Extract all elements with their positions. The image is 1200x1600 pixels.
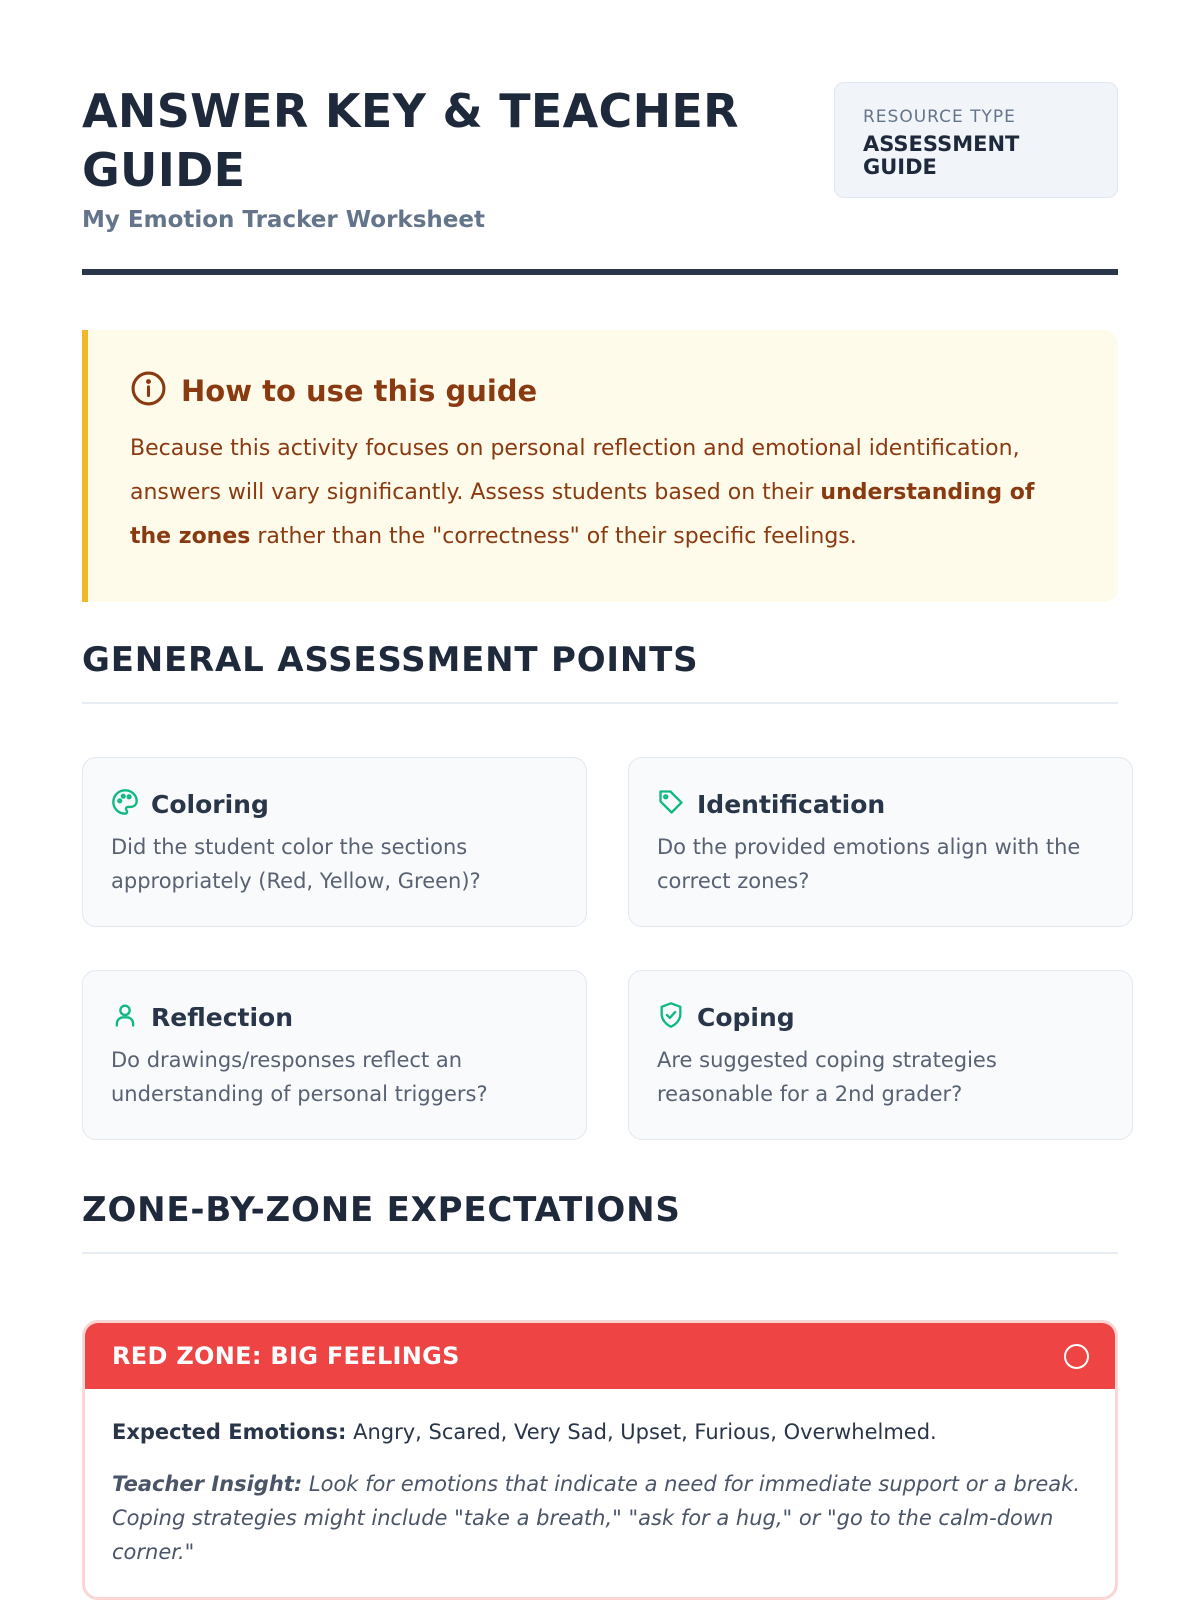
card-title: Coloring bbox=[151, 789, 269, 819]
card-title: Reflection bbox=[151, 1002, 294, 1032]
red-zone-header[interactable] bbox=[85, 1323, 1115, 1389]
page-subtitle: My Emotion Tracker Worksheet bbox=[82, 207, 485, 233]
shield-check-icon bbox=[657, 1001, 685, 1033]
usage-notice bbox=[82, 330, 1118, 602]
expected-emotions: Expected Emotions: Angry, Scared, Very Sad, Upset, Furious, Overwhelmed. bbox=[112, 1420, 937, 1444]
card-identification bbox=[628, 757, 1133, 927]
page-header bbox=[82, 0, 1118, 278]
card-coping bbox=[628, 970, 1133, 1140]
palette-icon bbox=[111, 788, 139, 820]
card-coloring bbox=[82, 757, 587, 927]
info-circle-icon bbox=[130, 370, 167, 411]
page-title: ANSWER KEY & TEACHER GUIDE bbox=[82, 84, 739, 197]
resource-type-box bbox=[834, 82, 1118, 198]
resource-type-label: RESOURCE TYPE bbox=[863, 107, 1016, 127]
header-divider bbox=[82, 269, 1118, 275]
card-text: Did the student color the sections appropriately (Red, Yellow, Green)? bbox=[111, 835, 481, 893]
red-zone-panel bbox=[82, 1320, 1118, 1600]
circle-icon bbox=[1064, 1344, 1089, 1369]
resource-type-value: ASSESSMENT GUIDE bbox=[863, 132, 1020, 179]
notice-text: Because this activity focuses on personal reflection and emotional identification, answers will vary significantly. Assess students based on their understanding of the zones rather than the "correctness" of their specific feelings. bbox=[130, 436, 1035, 549]
notice-emphasis: understanding of the zones bbox=[130, 480, 1035, 549]
tag-icon bbox=[657, 788, 685, 820]
teacher-insight: Teacher Insight: Look for emotions that indicate a need for immediate support or a break. Coping strategies might include "take a breath," "ask for a hug," or "go to the calm-down corner." bbox=[112, 1472, 1081, 1564]
user-icon bbox=[111, 1001, 139, 1033]
card-title: Identification bbox=[697, 789, 886, 819]
card-text: Do the provided emotions align with the correct zones? bbox=[657, 835, 1081, 893]
card-text: Are suggested coping strategies reasonable for a 2nd grader? bbox=[657, 1048, 997, 1106]
section-divider bbox=[82, 1252, 1118, 1254]
red-zone-title: RED ZONE: BIG FEELINGS bbox=[112, 1342, 460, 1370]
card-title: Coping bbox=[697, 1002, 795, 1032]
card-reflection bbox=[82, 970, 587, 1140]
section-title-zones: ZONE-BY-ZONE EXPECTATIONS bbox=[82, 1190, 681, 1230]
section-divider bbox=[82, 702, 1118, 704]
card-text: Do drawings/responses reflect an understanding of personal triggers? bbox=[111, 1048, 488, 1106]
notice-title: How to use this guide bbox=[181, 373, 538, 408]
section-title-general: GENERAL ASSESSMENT POINTS bbox=[82, 640, 699, 680]
